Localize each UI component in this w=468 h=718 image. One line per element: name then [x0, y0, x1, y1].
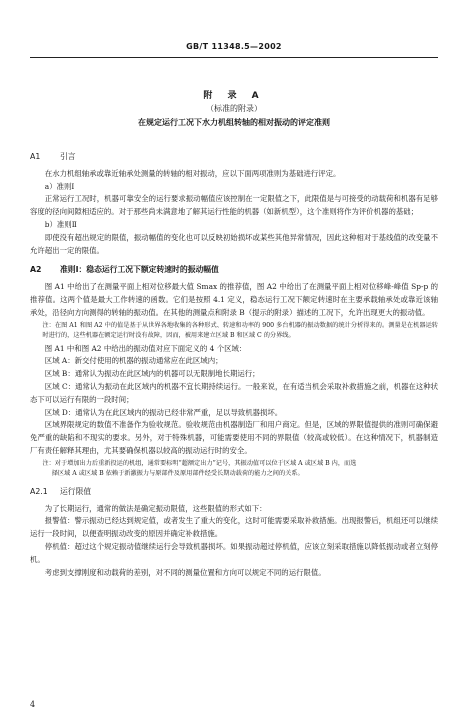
section-title: 引言 [60, 152, 76, 161]
zone-d-definition: 区域 D：通常认为在此区域内的振动已经非常严重，足以导致机器损坏。 [44, 407, 283, 417]
note-line: 择区域 A 或区域 B 依赖于新激振力与原部件及原用部件经受长期动载荷的能力之间的关系。 [51, 469, 304, 477]
trip-definition: 停机值：超过这个规定振动值继续运行会导致机器损坏。如果振动超过停机值，应该立刻采取措施以降低振动或者立刻停机。 [30, 541, 438, 564]
paragraph: 图 A1 中给出了在测量平面上相对位移最大值 Smax 的推荐值，图 A2 中给出了在测量平面上相对位移峰-峰值 Sp-p 的推荐值。这两个值是最大工作转速的函数。它们是按照 4.1 定义，稳态运行工况下额定转速时在主要承载轴承处或靠近该轴承处，沿径向方向测得的转轴的振动值。在其他的测量点和附录 B（提示的附录）描述的工况下，允许出现更大的振动值。 [30, 282, 438, 317]
paragraph: 为了长期运行，通常的做法是确定振动限值，这些限值的形式如下： [44, 503, 267, 513]
appendix-note: （标准的附录） [206, 104, 262, 113]
alarm-definition: 报警值：警示振动已经达到规定值，或者发生了重大的变化，这时可能需要采取补救措施。出现报警后，机组还可以继续运行一段时间，以便查明振动改变的原因并确定补救措施。 [30, 516, 438, 539]
section-number: A2 [30, 265, 42, 275]
appendix-title: 附 录 A [203, 91, 265, 101]
note: 注：在图 A1 和图 A2 中的值是基于从世界各地收集的各种形式、转速和功率的 900 多台机器的振动数据的统计分析得来的。测量是在机器运转时进行的，这些机器在额定运行时没有故障，因而，被用来建立区域 B 和区域 C 的分界线。 [42, 321, 438, 339]
section-number: A2.1 [30, 486, 48, 496]
section-title: 准则Ⅰ：稳态运行工况下额定转速时的振动幅值 [60, 265, 219, 275]
paragraph: 正常运行工况时，机器可靠安全的运行要求振动幅值应该控制在一定限值之下，此限值是与可接受的动载荷和机器有足够容度的径向间隙相适应的。对于那些尚未满意地了解其运行性能的机器（如新机型），这个准则将作为评价机器的基础； [30, 194, 438, 217]
paragraph: 区域界限规定的数值不准备作为验收规范。验收规范由机器制造厂和用户商定。但是，区域的界限值提供的准则可确保避免严重的缺陷和不现实的要求。另外，对于特殊机器，可能需要使用不同的界限值（较高或较低）。在这种情况下，机器制造厂有责任解释其理由，尤其要确保机器以较高的振动运行时的安全。 [30, 420, 438, 455]
section-a21-heading [30, 486, 438, 499]
appendix-subtitle: 在规定运行工况下水力机组转轴的相对振动的评定准则 [138, 118, 330, 127]
criterion-label: b）准则Ⅱ [44, 219, 77, 229]
paragraph: 即使没有超出规定的限值，振动幅值的变化也可以反映初始损坏或某些其他异常情况，因此这种相对于基线值的改变量不允许超出一定的限值。 [30, 232, 438, 255]
body-text [30, 144, 438, 579]
section-a2-heading [30, 264, 438, 277]
paragraph: 图 A1 中和图 A2 中给出的振动值对应下面定义的 4 个区域： [44, 343, 247, 353]
header-rule [30, 57, 438, 58]
standard-code: GB/T 11348.5—2002 [186, 42, 282, 51]
note [30, 459, 438, 479]
section-title: 运行限值 [60, 486, 92, 496]
criterion-label: a）准则Ⅰ [44, 181, 75, 191]
paragraph: 考虑到支撑刚度和动载荷的差别，对不同的测量位置和方向可以规定不同的运行限值。 [44, 567, 326, 577]
paragraph: 在水力机组轴承或靠近轴承处测量的转轴的相对振动，应以下面两项准则为基础进行评定。 [44, 168, 341, 178]
note-line: 注：对于增加出力后重新投运的机组，通常要标明“超额定出力”记号，其振动值可以位于区域 A 或区域 B 内，而选 [42, 459, 357, 467]
zone-c-definition: 区域 C：通常认为振动在此区域内的机器不宜长期持续运行。一般来说，在有适当机会采取补救措施之前，机器在这种状态下可以运行有限的一段时间； [30, 381, 438, 404]
section-a1-heading [30, 151, 438, 164]
page-number: 4 [30, 700, 36, 709]
zone-a-definition: 区域 A：新交付使用的机器的振动通常应在此区域内； [44, 356, 223, 366]
section-number: A1 [30, 152, 41, 161]
zone-b-definition: 区域 B：通常认为振动在此区域内的机器可以无限制地长期运行； [44, 369, 260, 379]
